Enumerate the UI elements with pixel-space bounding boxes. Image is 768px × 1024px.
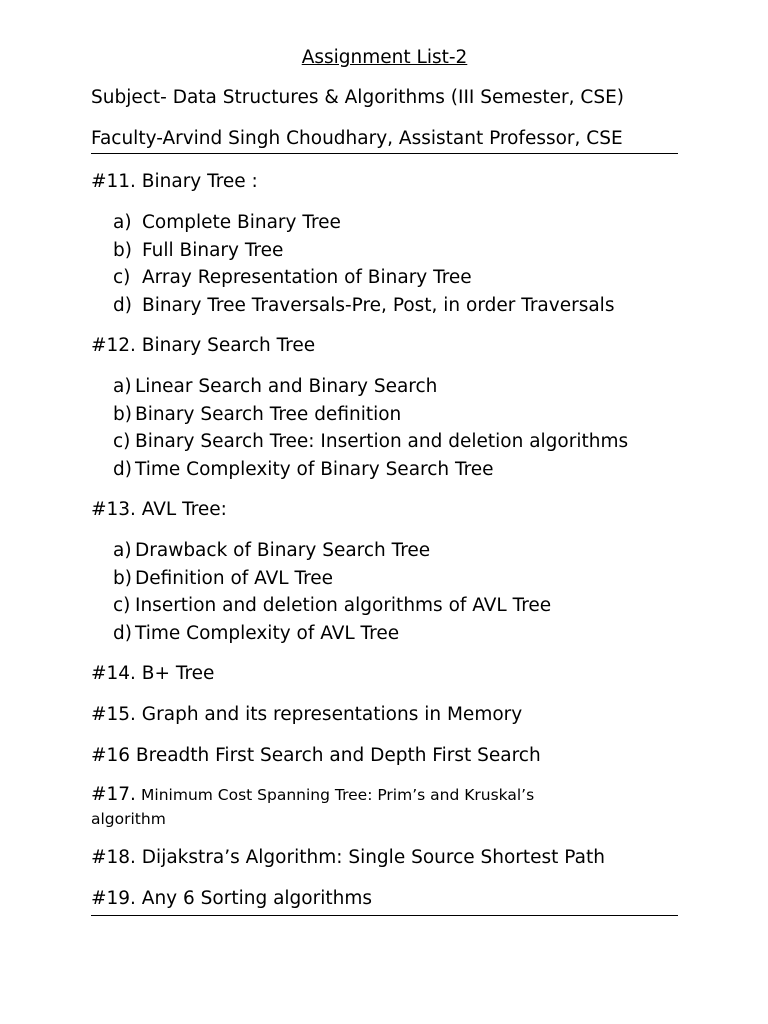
section-17-text-line1: Minimum Cost Spanning Tree: Prim’s and Kruskal’s [141,786,535,804]
list-item-text: Binary Tree Traversals-Pre, Post, in order Traversals [142,294,615,316]
list-item [113,620,678,648]
section-11-heading: #11. Binary Tree : [91,171,258,192]
list-item-text: Drawback of Binary Search Tree [135,540,431,561]
list-marker: a) [113,376,132,397]
section-14-heading: #14. B+ Tree [91,663,215,684]
list-item-text: Full Binary Tree [142,239,284,261]
list-item [113,592,678,620]
list-marker: a) [113,212,132,233]
list-marker: b) [113,567,132,589]
list-item [113,209,678,237]
section-12-heading: #12. Binary Search Tree [91,335,316,356]
list-marker: d) [113,458,132,480]
list-marker: c) [113,595,131,616]
section-13-heading: #13. AVL Tree: [91,499,227,520]
list-item-text: Binary Search Tree: Insertion and deletion algorithms [135,431,629,452]
section-13-list [91,537,678,647]
list-item [113,537,678,565]
subject-line: Subject- Data Structures & Algorithms (III Semester, CSE) [91,87,624,108]
list-marker: c) [113,431,131,452]
document-title: Assignment List-2 [301,47,468,68]
list-marker: d) [113,294,132,316]
list-item [113,373,678,401]
list-marker: b) [113,239,132,261]
section-19-heading: #19. Any 6 Sorting algorithms [91,888,372,909]
section-15-heading: #15. Graph and its representations in Memory [91,704,523,725]
list-marker: d) [113,622,132,644]
list-item-text: Time Complexity of AVL Tree [135,622,400,644]
list-item [113,456,678,484]
faculty-line: Faculty-Arvind Singh Choudhary, Assistant Professor, CSE [91,128,623,149]
list-marker: b) [113,403,132,425]
section-12-list [91,373,678,483]
list-marker: a) [113,540,132,561]
list-item [113,264,678,292]
list-item [113,428,678,456]
section-16-heading: #16 Breadth First Search and Depth First Search [91,745,541,766]
list-item [113,565,678,593]
section-18-heading: #18. Dijakstra’s Algorithm: Single Source Shortest Path [91,847,605,868]
footer-divider [91,915,678,916]
list-item-text: Definition of AVL Tree [135,567,334,589]
section-11-list [91,209,678,319]
list-item-text: Insertion and deletion algorithms of AVL Tree [135,595,552,616]
document-page [91,44,678,916]
list-item-text: Array Representation of Binary Tree [142,267,472,288]
list-item-text: Complete Binary Tree [142,212,341,233]
section-17-heading [91,783,678,831]
header-divider [91,153,678,154]
section-17-number: #17. [91,784,136,805]
list-item-text: Time Complexity of Binary Search Tree [135,458,494,480]
list-marker: c) [113,267,131,288]
list-item-text: Linear Search and Binary Search [135,376,438,397]
list-item [113,237,678,265]
section-17-text-line2: algorithm [91,810,166,828]
list-item [113,292,678,320]
list-item [113,401,678,429]
list-item-text: Binary Search Tree definition [135,403,402,425]
